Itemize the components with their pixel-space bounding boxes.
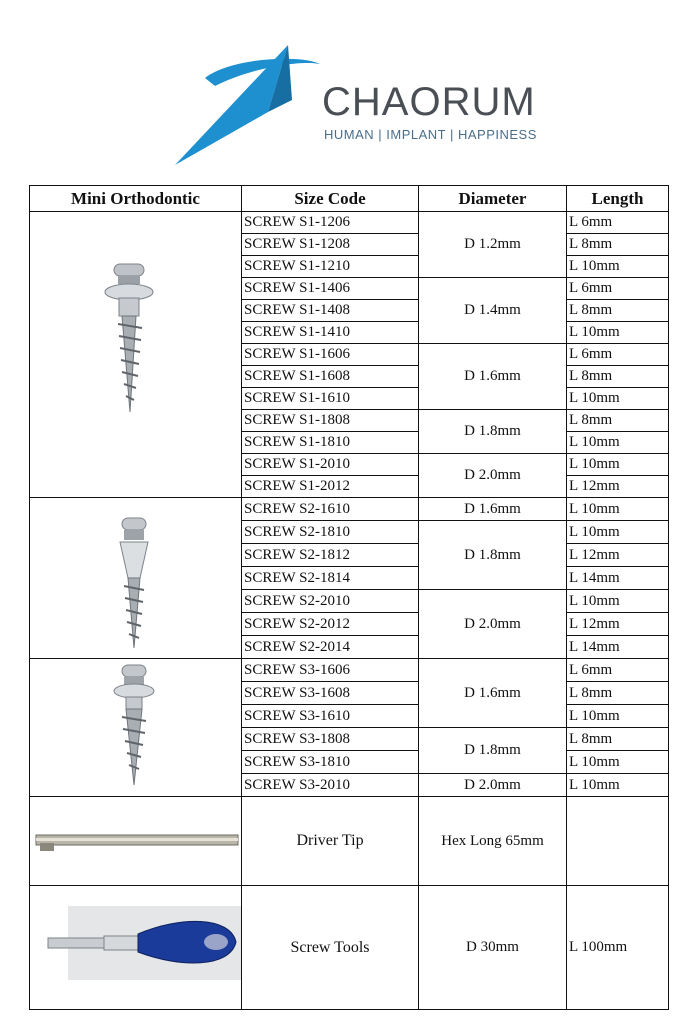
size-code-cell: SCREW S1-1810 [242,432,419,454]
diameter-cell: Hex Long 65mm [419,797,567,886]
size-code-cell: SCREW S2-2014 [242,636,419,659]
size-code-cell: SCREW S2-1814 [242,567,419,590]
screw-s1-image [30,212,242,498]
diameter-cell: D 30mm [419,886,567,1010]
table-header-row [30,186,669,212]
length-cell: L 12mm [567,476,669,498]
length-cell: L 12mm [567,544,669,567]
brand-name: CHAORUM [322,80,536,124]
brand-tagline: HUMAN | IMPLANT | HAPPINESS [324,127,537,142]
size-code-cell: SCREW S1-1606 [242,344,419,366]
length-cell: L 10mm [567,454,669,476]
diameter-cell: D 2.0mm [419,590,567,659]
length-cell: L 10mm [567,774,669,797]
header-mini-orthodontic: Mini Orthodontic [30,186,242,212]
length-cell: L 6mm [567,278,669,300]
length-cell: L 8mm [567,366,669,388]
diameter-cell: D 1.4mm [419,278,567,344]
length-cell: L 10mm [567,256,669,278]
header-length: Length [567,186,669,212]
size-code-cell: SCREW S1-1208 [242,234,419,256]
screw-s1-icon [30,212,242,494]
size-code-cell: SCREW S1-1608 [242,366,419,388]
diameter-cell: D 1.8mm [419,410,567,454]
tool-name-cell: Screw Tools [242,886,419,1010]
header-size-code: Size Code [242,186,419,212]
driver-tip-icon [30,797,242,886]
table-row [30,498,669,521]
size-code-cell: SCREW S3-1610 [242,705,419,728]
length-cell: L 6mm [567,659,669,682]
size-code-cell: SCREW S2-2010 [242,590,419,613]
screw-s3-icon [30,659,242,797]
diameter-cell: D 2.0mm [419,454,567,498]
diameter-cell: D 1.2mm [419,212,567,278]
size-code-cell: SCREW S3-1810 [242,751,419,774]
size-code-cell: SCREW S1-1408 [242,300,419,322]
length-cell: L 8mm [567,410,669,432]
length-cell: L 10mm [567,388,669,410]
size-code-cell: SCREW S1-1406 [242,278,419,300]
size-code-cell: SCREW S1-1210 [242,256,419,278]
length-cell: L 14mm [567,636,669,659]
table-row [30,659,669,682]
length-cell: L 8mm [567,234,669,256]
length-cell: L 10mm [567,432,669,454]
tool-name-cell: Driver Tip [242,797,419,886]
length-cell: L 10mm [567,498,669,521]
length-cell: L 8mm [567,728,669,751]
length-cell: L 10mm [567,751,669,774]
diameter-cell: D 1.6mm [419,659,567,728]
screw-s3-image [30,659,242,797]
size-code-cell: SCREW S1-2012 [242,476,419,498]
table-row-screw-tools [30,886,669,1010]
size-code-cell: SCREW S1-1410 [242,322,419,344]
length-cell: L 10mm [567,590,669,613]
diameter-cell: D 2.0mm [419,774,567,797]
size-code-cell: SCREW S2-1610 [242,498,419,521]
length-cell: L 6mm [567,344,669,366]
diameter-cell: D 1.6mm [419,498,567,521]
length-cell: L 14mm [567,567,669,590]
diameter-cell: D 1.6mm [419,344,567,410]
length-cell: L 12mm [567,613,669,636]
size-code-cell: SCREW S2-1812 [242,544,419,567]
length-cell: L 8mm [567,300,669,322]
length-cell: L 10mm [567,322,669,344]
table-row [30,212,669,234]
size-code-cell: SCREW S1-1206 [242,212,419,234]
screw-tools-image [30,886,242,1010]
driver-tip-image [30,797,242,886]
product-table [29,185,669,1010]
length-cell: L 100mm [567,886,669,1010]
header-diameter: Diameter [419,186,567,212]
size-code-cell: SCREW S3-1808 [242,728,419,751]
length-cell [567,797,669,886]
screw-s2-icon [30,498,242,658]
table-row-driver-tip [30,797,669,886]
screw-tools-icon [30,886,242,1010]
diameter-cell: D 1.8mm [419,521,567,590]
length-cell: L 10mm [567,705,669,728]
length-cell: L 6mm [567,212,669,234]
screw-s2-image [30,498,242,659]
size-code-cell: SCREW S2-1810 [242,521,419,544]
length-cell: L 8mm [567,682,669,705]
size-code-cell: SCREW S3-2010 [242,774,419,797]
size-code-cell: SCREW S1-1610 [242,388,419,410]
length-cell: L 10mm [567,521,669,544]
size-code-cell: SCREW S3-1606 [242,659,419,682]
size-code-cell: SCREW S2-2012 [242,613,419,636]
size-code-cell: SCREW S3-1608 [242,682,419,705]
diameter-cell: D 1.8mm [419,728,567,774]
size-code-cell: SCREW S1-2010 [242,454,419,476]
size-code-cell: SCREW S1-1808 [242,410,419,432]
